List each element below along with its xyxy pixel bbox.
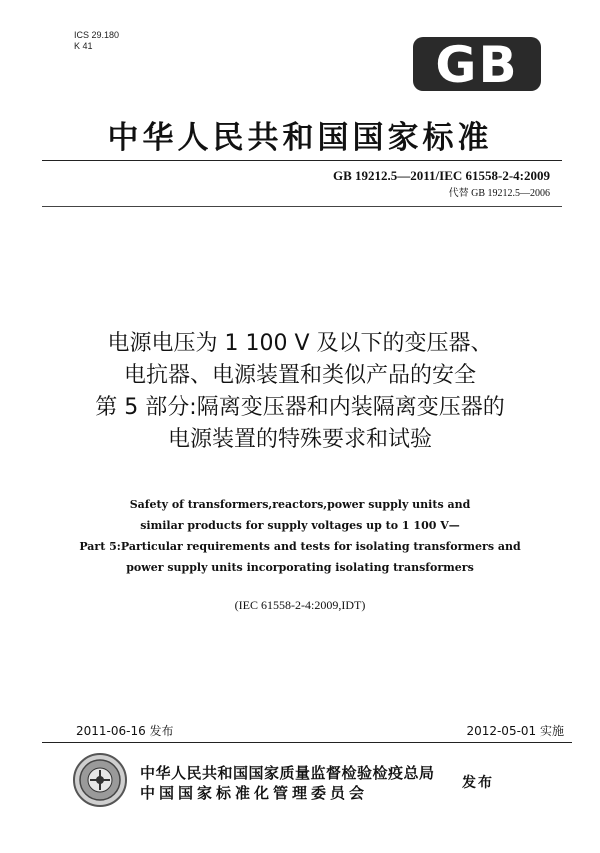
standard-number: GB 19212.5—2011/IEC 61558-2-4:2009	[332, 168, 550, 183]
chinese-title	[0, 328, 600, 456]
issue-label: 发布	[462, 775, 494, 791]
publish-date: 2011-06-16 发布	[76, 724, 174, 738]
footer-divider	[42, 742, 572, 743]
ics-code: ICS 29.180	[74, 30, 120, 40]
chinese-title-line: 电抗器、电源装置和类似产品的安全	[123, 363, 476, 388]
gb-logo	[412, 36, 542, 92]
gb-logo-text: GB	[435, 36, 519, 92]
replaces-standard: 代替 GB 19212.5—2006	[448, 188, 550, 199]
english-title-line: similar products for supply voltages up to 1 100 V—	[140, 519, 460, 532]
classification-codes	[74, 30, 119, 52]
ccs-code: K 41	[74, 41, 93, 51]
publisher-sac: 中国国家标准化管理委员会	[140, 784, 369, 802]
english-title-line: Safety of transformers,reactors,power supply units and	[129, 498, 471, 511]
chinese-title-line: 电源电压为 1 100 V 及以下的变压器、	[107, 331, 493, 356]
english-title	[0, 494, 600, 578]
number-divider	[42, 206, 562, 207]
chinese-title-line: 第 5 部分:隔离变压器和内装隔离变压器的	[95, 395, 505, 420]
national-standard-title: 中华人民共和国国家标准	[107, 120, 493, 156]
chinese-title-line: 电源装置的特殊要求和试验	[167, 427, 432, 452]
english-title-line: power supply units incorporating isolating transformers	[126, 561, 474, 574]
iec-equivalence: (IEC 61558-2-4:2009,IDT)	[234, 598, 366, 612]
effective-date: 2012-05-01 实施	[466, 724, 564, 738]
english-title-line: Part 5:Particular requirements and tests for isolating transformers and	[79, 540, 521, 553]
header-divider	[42, 160, 562, 161]
publisher-aqsiq: 中华人民共和国国家质量监督检验检疫总局	[140, 764, 435, 782]
seal-icon	[72, 752, 128, 808]
